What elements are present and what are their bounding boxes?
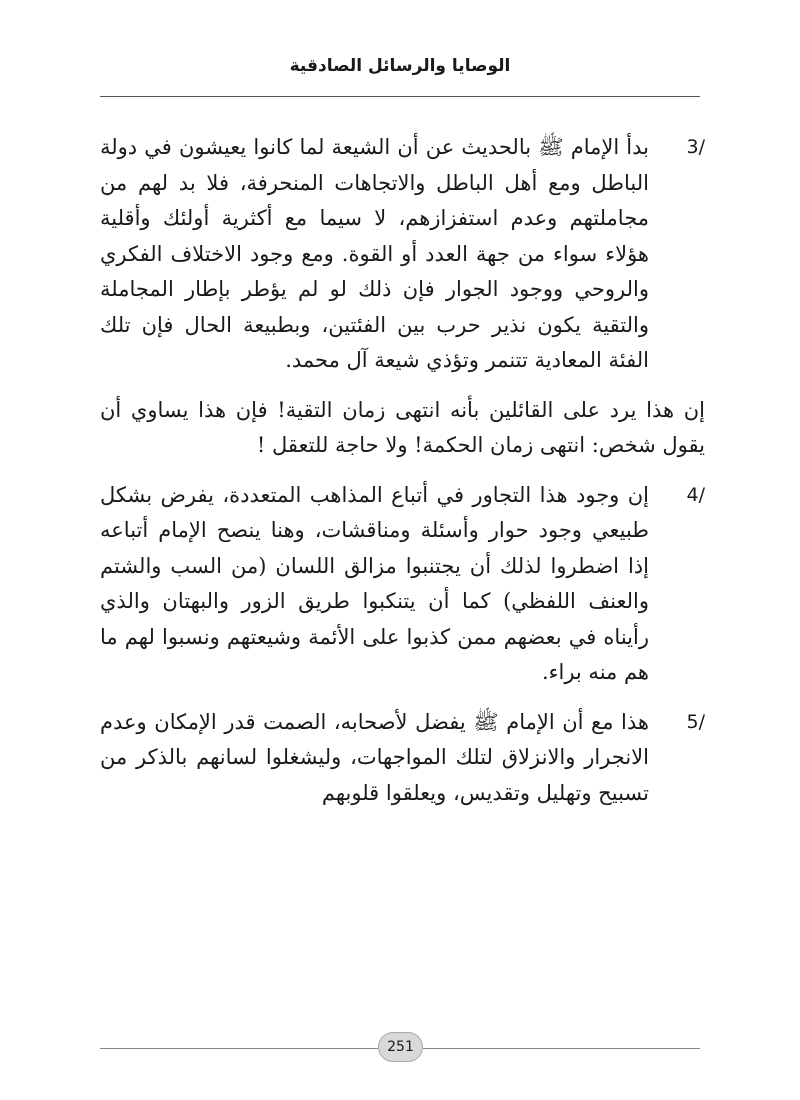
item-number: 3/ [686, 136, 705, 158]
page-body [100, 130, 705, 825]
footer-rule-right [423, 1048, 700, 1049]
page-number: 251 [378, 1032, 423, 1062]
body-paragraph: إن هذا يرد على القائلين بأنه انتهى زمان التقية! فإن هذا يساوي أن يقول شخص: انتهى زمان الحكمة! ولا حاجة للتعقل ! [100, 397, 705, 457]
item-text: إن وجود هذا التجاور في أتباع المذاهب المتعددة، يفرض بشكل طبيعي وجود حوار وأسئلة ومناقشات، وهنا ينصح الإمام أتباعه إذا اضطروا لذلك أن يجتنبوا مزالق اللسان (من السب والشتم والعنف اللفظي) كما أن يتنكبوا طريق الزور والبهتان والذي رأيناه في بعضهم ممن كذبوا على الأئمة وشيعتهم ونسبوا لهم ما هم منه براء. [100, 482, 649, 684]
numbered-item-5 [100, 705, 705, 812]
item-number: 5/ [686, 710, 705, 733]
footer-rule-left [100, 1048, 378, 1049]
numbered-item-4 [100, 478, 705, 691]
item-number: 4/ [686, 483, 705, 506]
running-header: الوصايا والرسائل الصادقية [289, 56, 511, 76]
item-text: هذا مع أن الإمام ﷺ يفضل لأصحابه، الصمت قدر الإمكان وعدم الانجرار والانزلاق لتلك المواجهات، وليشغلوا لسانهم بالذكر من تسبيح وتهليل وتقديس، ويعلقوا قلوبهم [100, 709, 649, 805]
numbered-item-3 [100, 130, 705, 379]
item-text: بدأ الإمام ﷺ بالحديث عن أن الشيعة لما كانوا يعيشون في دولة الباطل ومع أهل الباطل والاتجاهات المنحرفة، فلا بد لهم من مجاملتهم وعدم استفزازهم، لا سيما مع أكثرية أولئك وأقلية هؤلاء سواء من جهة العدد أو القوة. ومع وجود الاختلاف الفكري والروحي ووجود الجوار فإن ذلك لو لم يؤطر بإطار المجاملة والتقية يكون نذير حرب بين الفئتين، وبطبيعة الحال فإن تلك الفئة المعادية تتنمر وتؤذي شيعة آل محمد. [100, 135, 649, 372]
header-divider [100, 96, 700, 97]
